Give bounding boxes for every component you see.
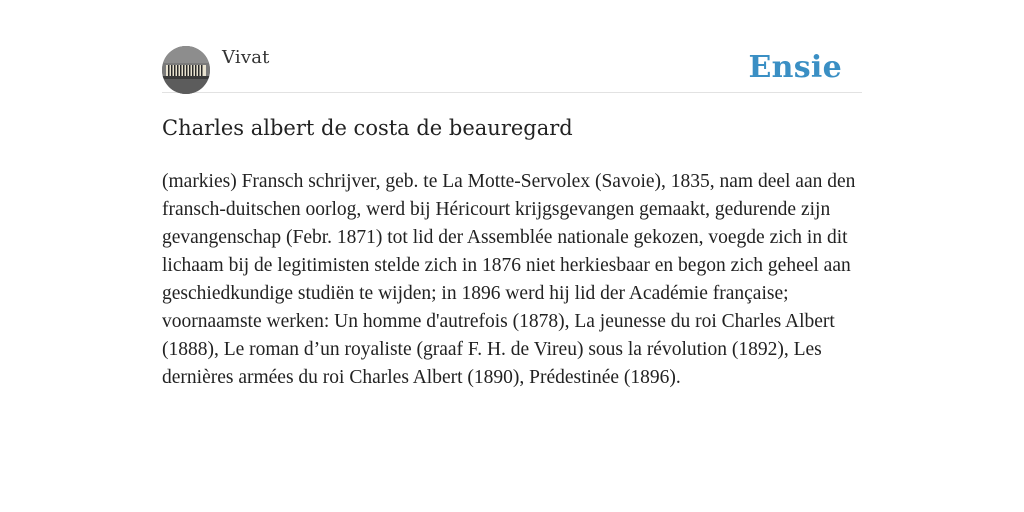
article-title: Charles albert de costa de beauregard xyxy=(162,116,573,140)
article-body: (markies) Fransch schrijver, geb. te La Motte-Servolex (Savoie), 1835, nam deel aan den fransch-duitschen oorlog, werd bij Héricourt krijgsgevangen gemaakt, gedurende zijn gevangenschap (Febr. 1871) tot lid der Assemblée nationale gekozen, voegde zich in dit lichaam bij de legitimisten stelde zich in 1876 niet herkiesbaar en begon zich geheel aan geschiedkundige studiën te wijden; in 1896 werd hij lid der Académie française; voornaamste werken: Un homme d'autrefois (1878), La jeunesse du roi Charles Albert (1888), Le roman d’un royaliste (graaf F. H. de Vireu) sous la révolution (1892), Les dernières armées du roi Charles Albert (1890), Prédestinée (1896). xyxy=(162,171,856,388)
header xyxy=(162,46,862,93)
brand-logo[interactable]: Ensie xyxy=(748,50,842,85)
author-avatar[interactable] xyxy=(162,46,210,94)
bookshelf-avatar-icon xyxy=(162,46,210,94)
author-name[interactable]: Vivat xyxy=(222,47,270,68)
